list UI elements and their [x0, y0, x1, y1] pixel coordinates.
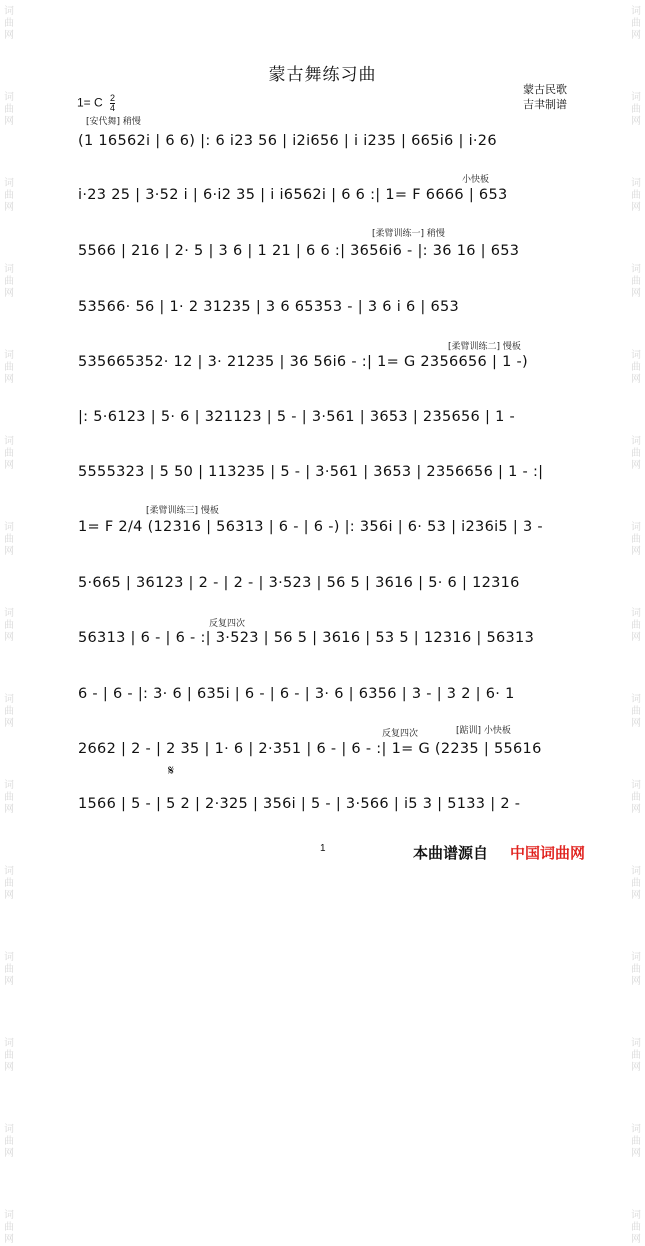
watermark-char: 曲: [631, 104, 641, 115]
watermark-char: 曲: [4, 276, 14, 287]
watermark-char: 词: [631, 6, 641, 17]
watermark-group: [4, 1210, 14, 1246]
time-top: 2: [110, 93, 116, 103]
score-row-1: (1 16562i | 6 6) |: 6 i23 56 | i2i656 | i i235 | 665i6 | i·26: [78, 133, 497, 149]
source-prefix: 本曲谱源自: [413, 844, 489, 862]
score-row-3: 5566 | 216 | 2· 5 | 3 6 | 1 21 | 6 6 :| 3656i6 - |: 36 16 | 653: [78, 243, 520, 259]
watermark-char: 词: [631, 1124, 641, 1135]
page-title: 蒙古舞练习曲: [268, 65, 377, 85]
watermark-char: 网: [4, 718, 14, 729]
watermark-char: 曲: [4, 878, 14, 889]
watermark-char: 曲: [631, 706, 641, 717]
watermark-group: [4, 1124, 14, 1160]
watermark-char: 词: [4, 264, 14, 275]
watermark-char: 曲: [631, 276, 641, 287]
watermark-char: 词: [631, 350, 641, 361]
watermark-char: 网: [631, 202, 641, 213]
watermark-char: 网: [4, 460, 14, 471]
watermark-char: 词: [4, 92, 14, 103]
score-row-2: i·23 25 | 3·52 i | 6·i2 35 | i i6562i | 6 6 :| 1= F 6666 | 653: [78, 187, 508, 203]
score-row-11: 6 - | 6 - |: 3· 6 | 635i | 6 - | 6 - | 3· 6 | 6356 | 3 - | 3 2 | 6· 1: [78, 686, 515, 702]
watermark-char: 词: [4, 436, 14, 447]
watermark-char: 网: [4, 288, 14, 299]
watermark-char: 曲: [4, 620, 14, 631]
watermark-char: 曲: [4, 362, 14, 373]
watermark-char: 曲: [4, 1222, 14, 1233]
watermark-char: 网: [631, 632, 641, 643]
watermark-char: 曲: [631, 534, 641, 545]
watermark-char: 曲: [4, 964, 14, 975]
watermark-char: 网: [631, 116, 641, 127]
watermark-char: 曲: [631, 190, 641, 201]
watermark-char: 曲: [631, 964, 641, 975]
watermark-char: 词: [631, 264, 641, 275]
watermark-char: 网: [4, 1148, 14, 1159]
watermark-char: 网: [4, 632, 14, 643]
watermark-char: 曲: [4, 1050, 14, 1061]
key-label: 1= C: [77, 95, 103, 110]
watermark-char: 词: [4, 952, 14, 963]
watermark-char: 曲: [4, 792, 14, 803]
watermark-char: 网: [4, 1234, 14, 1245]
watermark-char: 曲: [4, 104, 14, 115]
annotation-repeat-four-2: 反复四次: [382, 729, 419, 739]
watermark-char: 网: [4, 1062, 14, 1073]
source-credit: [413, 842, 585, 863]
watermark-char: 词: [631, 1038, 641, 1049]
annotation-arm-training-2: [柔臂训练二] 慢板: [448, 342, 521, 352]
watermark-char: 网: [631, 1148, 641, 1159]
watermark-group: [631, 1124, 641, 1160]
watermark-char: 网: [631, 460, 641, 471]
watermark-char: 词: [4, 1038, 14, 1049]
watermark-char: 词: [4, 694, 14, 705]
watermark-char: 网: [4, 804, 14, 815]
watermark-char: 词: [631, 608, 641, 619]
watermark-char: 词: [4, 780, 14, 791]
watermark-group: [631, 1210, 641, 1246]
score-row-9: 5·665 | 36123 | 2 - | 2 - | 3·523 | 56 5 | 3616 | 5· 6 | 12316: [78, 575, 520, 591]
watermark-char: 词: [4, 6, 14, 17]
annotation-step-training: [踮训] 小快板: [456, 726, 511, 736]
watermark-char: 曲: [4, 18, 14, 29]
source-brand-link[interactable]: 中国词曲网: [510, 844, 586, 862]
watermark-char: 网: [631, 976, 641, 987]
watermark-char: 曲: [631, 792, 641, 803]
watermark-char: 网: [631, 30, 641, 41]
origin-credit: 蒙古民歌: [523, 83, 567, 96]
watermark-char: 网: [631, 804, 641, 815]
watermark-char: 曲: [631, 620, 641, 631]
score-row-12: 2662 | 2 - | 2 35 | 1· 6 | 2·351 | 6 - | 6 - :| 1= G (2235 | 55616: [78, 741, 542, 757]
watermark-char: 词: [4, 178, 14, 189]
score-row-5: 535665352· 12 | 3· 21235 | 36 56i6 - :| 1= G 2356656 | 1 -): [78, 354, 529, 370]
watermark-char: 词: [631, 866, 641, 877]
watermark-char: 词: [4, 1210, 14, 1221]
watermark-char: 词: [631, 780, 641, 791]
score-row-4: 53566· 56 | 1· 2 31235 | 3 6 65353 - | 3 6 i 6 | 653: [78, 299, 460, 315]
watermark-char: 网: [4, 202, 14, 213]
annotation-arm-training-3: [柔臂训练三] 慢板: [146, 506, 219, 516]
watermark-char: 词: [631, 436, 641, 447]
time-bottom: 4: [110, 103, 116, 113]
page-number: 1: [320, 843, 326, 854]
watermark-char: 网: [631, 546, 641, 557]
watermark-char: 曲: [4, 1136, 14, 1147]
watermark-char: 词: [631, 522, 641, 533]
score-row-10: 56313 | 6 - | 6 - :| 3·523 | 56 5 | 3616 | 53 5 | 12316 | 56313: [78, 630, 535, 646]
score-row-7: 5555323 | 5 50 | 113235 | 5 - | 3·561 | 3653 | 2356656 | 1 - :|: [78, 464, 544, 480]
watermark-char: 词: [631, 92, 641, 103]
watermark-char: 曲: [4, 706, 14, 717]
annotation-repeat-four-1: 反复四次: [209, 619, 246, 629]
watermark-char: 网: [631, 1062, 641, 1073]
score-row-6: |: 5·6123 | 5· 6 | 321123 | 5 - | 3·561 | 3653 | 235656 | 1 -: [78, 409, 516, 425]
annotation-andai: [安代舞] 稍慢: [86, 117, 141, 127]
annotation-arm-training-1: [柔臂训练一] 稍慢: [372, 229, 445, 239]
watermark-char: 网: [4, 374, 14, 385]
watermark-char: 词: [631, 178, 641, 189]
watermark-char: 网: [4, 116, 14, 127]
watermark-group: [4, 1038, 14, 1074]
watermark-char: 曲: [4, 190, 14, 201]
watermark-char: 词: [4, 866, 14, 877]
watermark-char: 曲: [631, 362, 641, 373]
watermark-char: 词: [4, 1124, 14, 1135]
watermark-char: 词: [631, 1210, 641, 1221]
watermark-char: 曲: [4, 534, 14, 545]
watermark-char: 网: [4, 890, 14, 901]
watermark-char: 曲: [631, 878, 641, 889]
watermark-char: 网: [631, 890, 641, 901]
watermark-char: 网: [4, 976, 14, 987]
watermark-char: 词: [4, 522, 14, 533]
watermark-char: 网: [631, 374, 641, 385]
watermark-char: 曲: [631, 1050, 641, 1061]
watermark-group: [631, 1038, 641, 1074]
watermark-char: 曲: [631, 18, 641, 29]
score-row-8: 1= F 2/4 (12316 | 56313 | 6 - | 6 -) |: 356i | 6· 53 | i236i5 | 3 -: [78, 519, 543, 535]
watermark-group: [631, 952, 641, 988]
arranger-credit: 吉聿制谱: [523, 98, 567, 111]
watermark-char: 网: [631, 288, 641, 299]
watermark-char: 词: [4, 608, 14, 619]
watermark-char: 网: [4, 546, 14, 557]
watermark-char: 曲: [631, 448, 641, 459]
watermark-char: 词: [631, 694, 641, 705]
watermark-char: 词: [631, 952, 641, 963]
watermark-group: [4, 952, 14, 988]
watermark-char: 曲: [631, 1136, 641, 1147]
annotation-allegretto-1: 小快板: [462, 175, 490, 185]
watermark-char: 词: [4, 350, 14, 361]
segno-sign: 𝄋: [168, 762, 175, 778]
watermark-char: 网: [4, 30, 14, 41]
watermark-char: 曲: [631, 1222, 641, 1233]
watermark-char: 网: [631, 718, 641, 729]
score-row-13: 1566 | 5 - | 5 2 | 2·325 | 356i | 5 - | 3·566 | i5 3 | 5133 | 2 -: [78, 796, 521, 812]
watermark-char: 曲: [4, 448, 14, 459]
watermark-char: 网: [631, 1234, 641, 1245]
